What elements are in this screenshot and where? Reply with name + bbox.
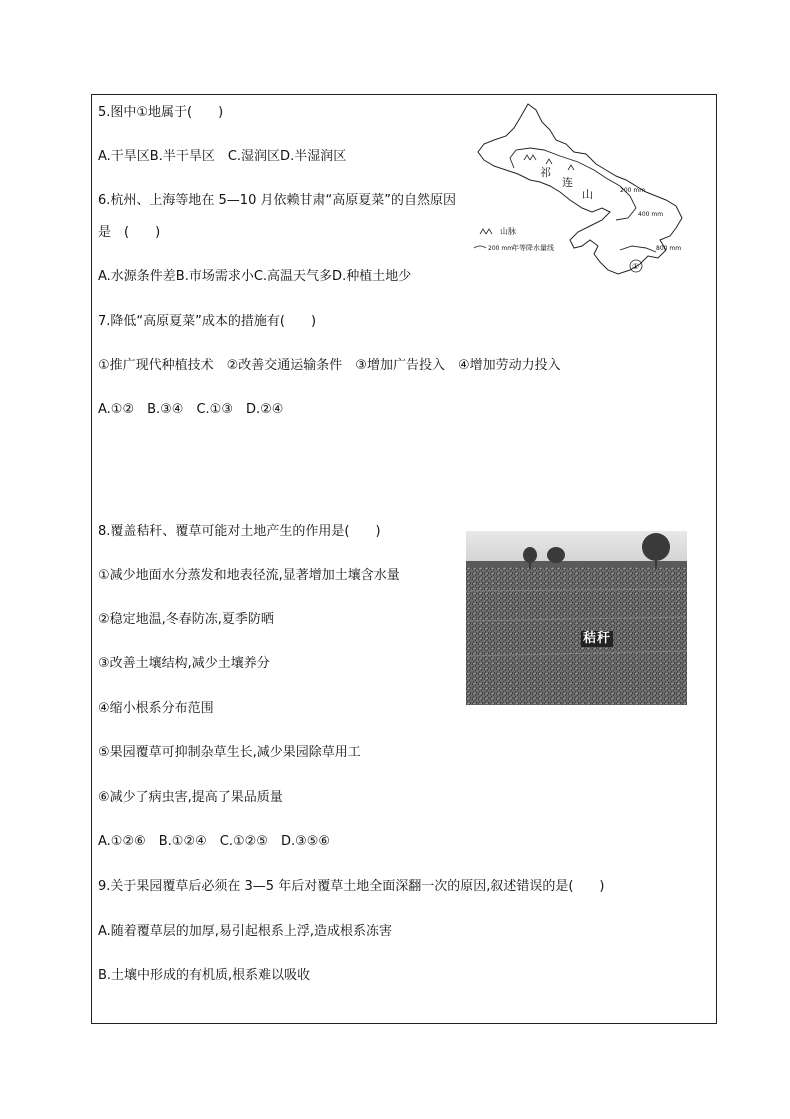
q8-item3: ③改善土壤结构,减少土壤养分	[98, 656, 270, 671]
q6-stem-line2: 是 ( )	[98, 225, 161, 240]
q8-item2: ②稳定地温,冬春防冻,夏季防晒	[98, 612, 274, 627]
legend-isoline-icon	[474, 246, 486, 248]
q9-option-b: B.土壤中形成的有机质,根系难以吸收	[98, 968, 311, 983]
q8-item6: ⑥减少了病虫害,提高了果品质量	[98, 790, 283, 805]
q8-item5: ⑤果园覆草可抑制杂草生长,减少果园除草用工	[98, 745, 361, 760]
q7-stem: 7.降低“高原夏菜”成本的措施有( )	[98, 314, 317, 329]
q8-item4: ④缩小根系分布范围	[98, 701, 214, 716]
isoline-400-label: 400 mm	[638, 211, 664, 218]
q5-stem: 5.图中①地属于( )	[98, 105, 224, 120]
q8-options: A.①②⑥ B.①②④ C.①②⑤ D.③⑤⑥	[98, 834, 331, 849]
q5-options: A.干旱区B.半干旱区 C.湿润区D.半湿润区	[98, 149, 347, 164]
legend-mountain-label: 山脉	[500, 227, 516, 236]
q9-stem: 9.关于果园覆草后必须在 3—5 年后对覆草土地全面深翻一次的原因,叙述错误的是( )	[98, 879, 605, 894]
legend-isoline-label: 年等降水量线	[512, 244, 554, 252]
site-marker: ①	[632, 262, 640, 271]
q6-options: A.水源条件差B.市场需求小C.高温天气多D.种植土地少	[98, 269, 412, 284]
q9-option-a: A.随着覆草层的加厚,易引起根系上浮,造成根系冻害	[98, 924, 393, 939]
legend-mountain-icon	[480, 229, 492, 234]
mountain-char-2: 连	[562, 176, 573, 189]
q8-stem: 8.覆盖秸秆、覆草可能对土地产生的作用是( )	[98, 524, 381, 539]
mountain-char-1: 祁	[540, 166, 551, 179]
isoline-800	[620, 246, 656, 252]
isoline-800-label: 800 mm	[656, 245, 682, 252]
q7-items: ①推广现代种植技术 ②改善交通运输条件 ③增加广告投入 ④增加劳动力投入	[98, 358, 561, 373]
straw-label: 秸秆	[583, 631, 612, 646]
gansu-precipitation-map	[470, 100, 692, 278]
straw-field-photo	[466, 531, 687, 705]
legend-isoline-value: 200 mm	[488, 245, 514, 252]
q8-item1: ①减少地面水分蒸发和地表径流,显著增加土壤含水量	[98, 568, 400, 583]
mountain-char-3: 山	[582, 188, 593, 201]
q6-stem-line1: 6.杭州、上海等地在 5—10 月依赖甘肃“高原夏菜”的自然原因	[98, 193, 456, 208]
q7-options: A.①② B.③④ C.①③ D.②④	[98, 402, 284, 417]
isoline-200-label: 200 mm	[620, 187, 646, 194]
